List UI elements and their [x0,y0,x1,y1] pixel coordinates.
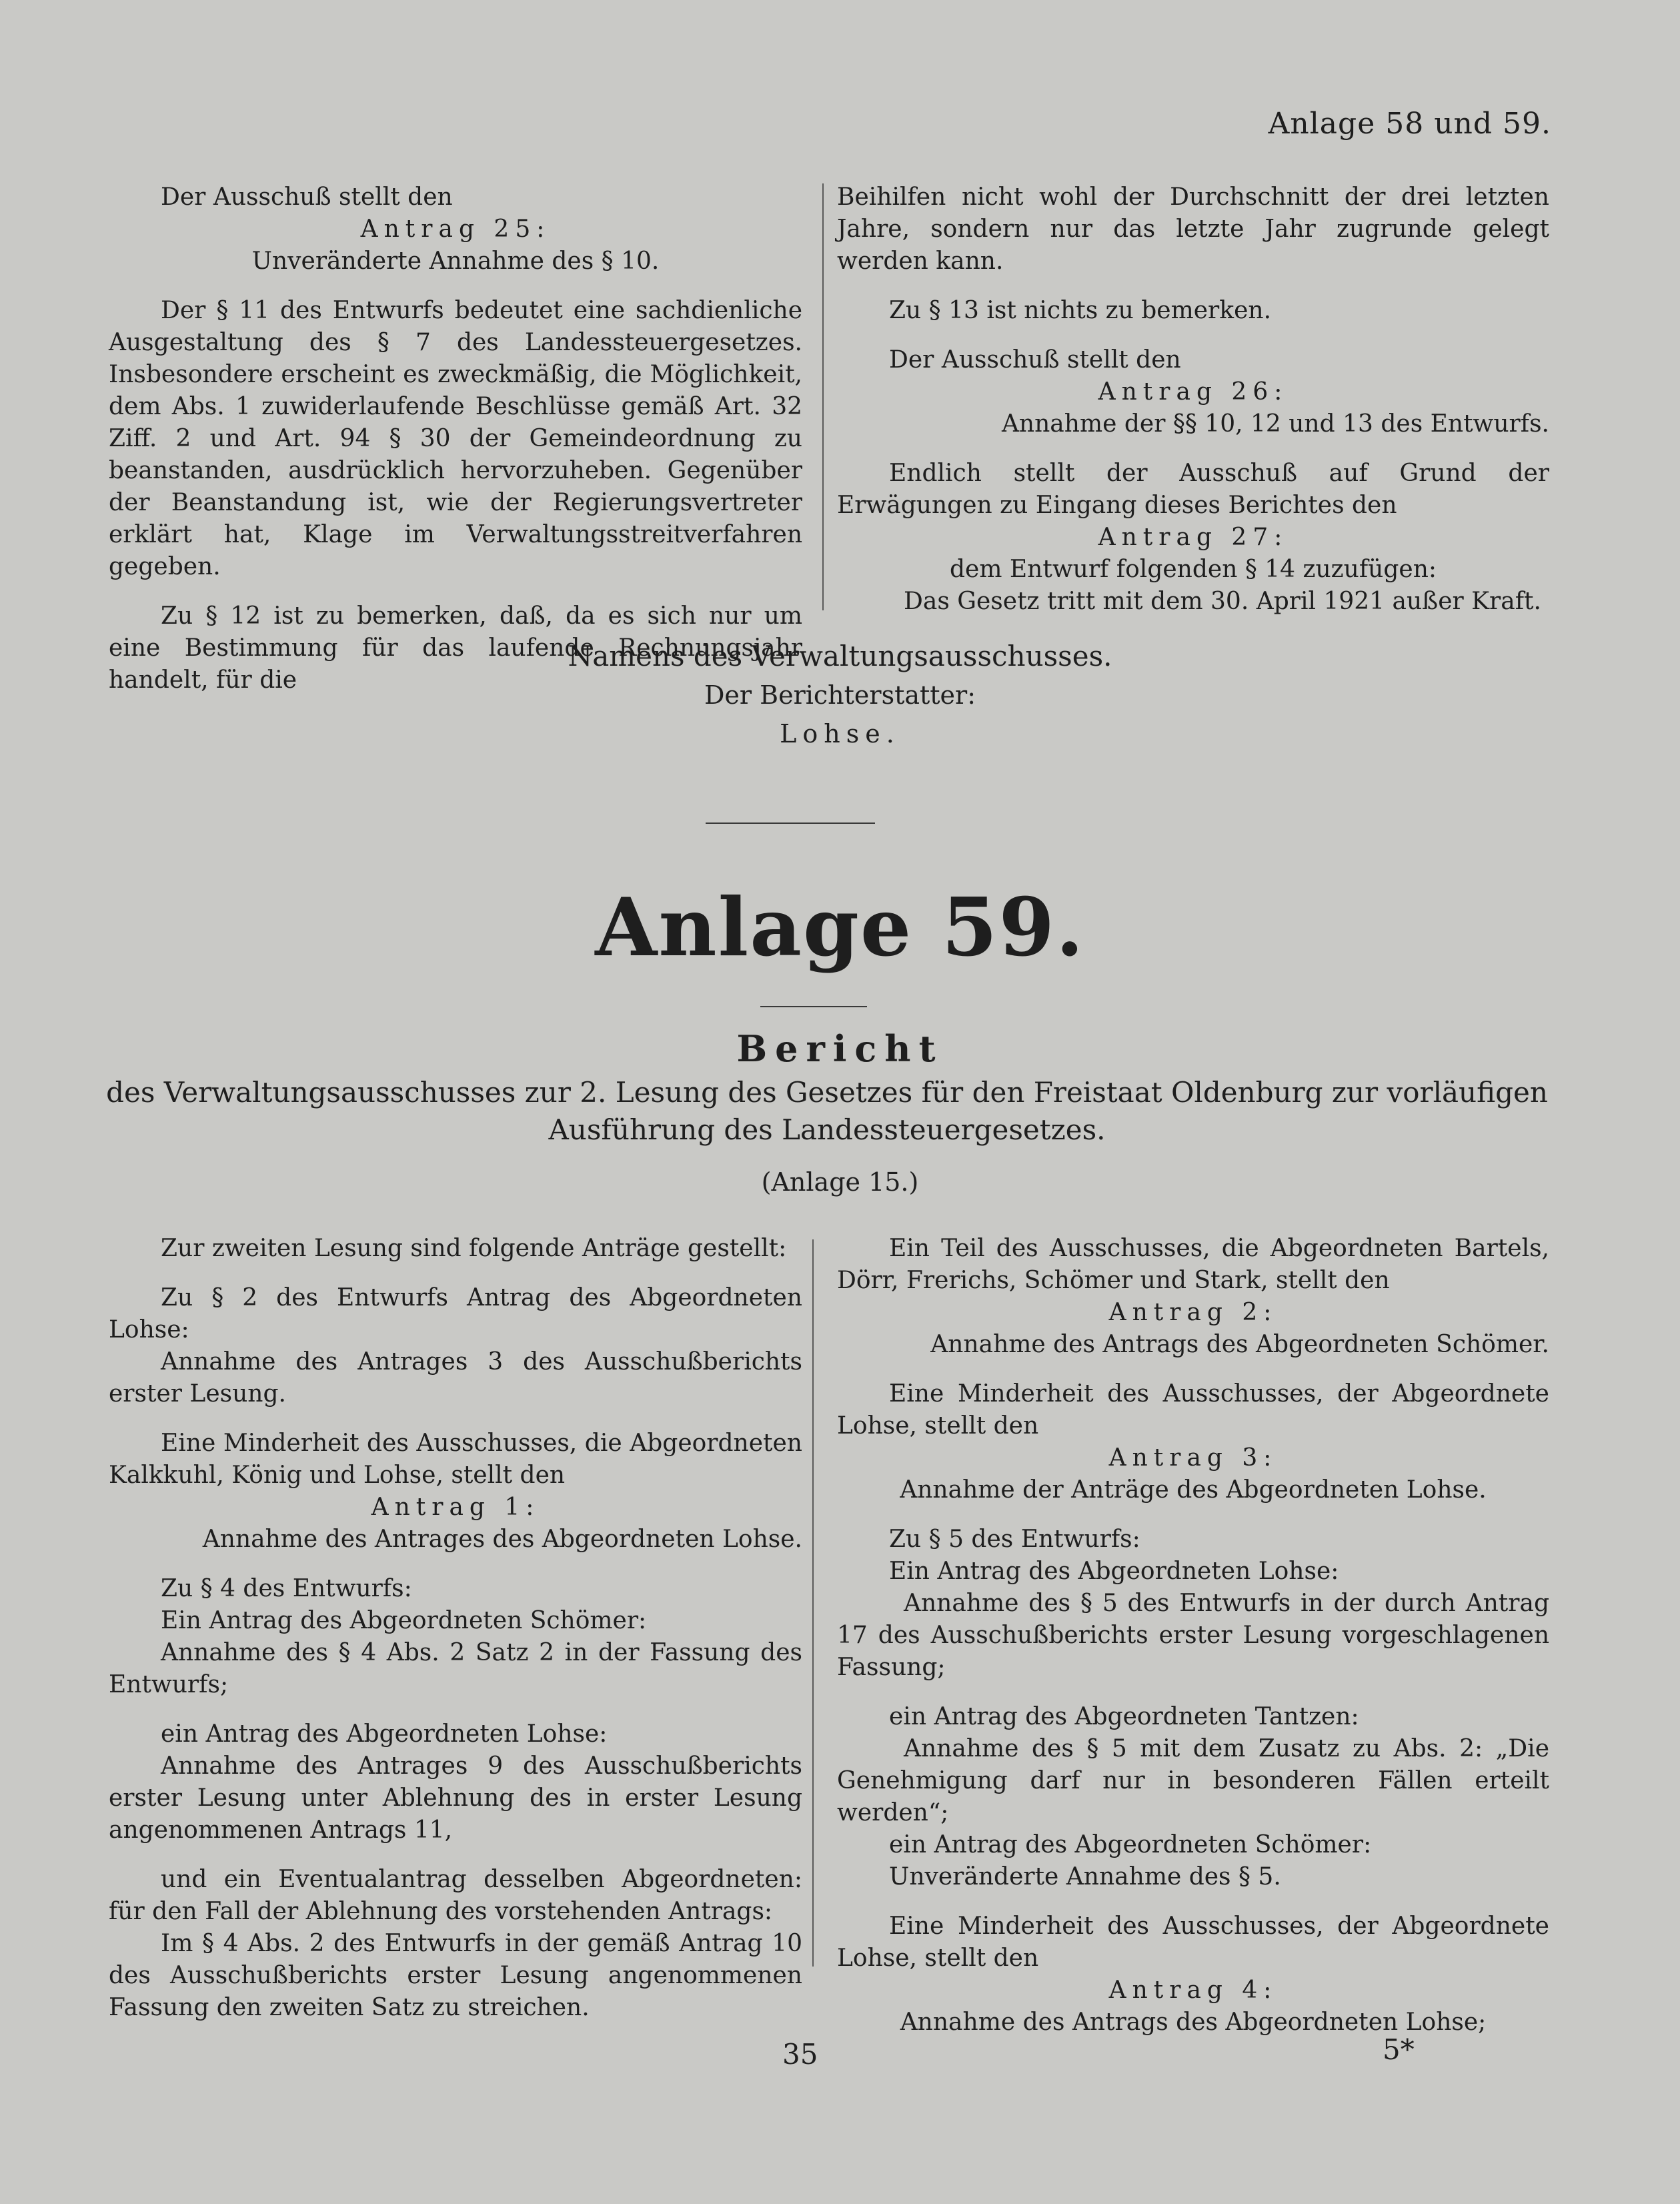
paragraph: Antrag 27: [1098,524,1289,551]
paragraph: Unveränderte Annahme des § 5. [889,1863,1281,1890]
signature-mark: 5* [1383,2033,1415,2066]
signature-committee: Namens des Verwaltungsausschusses. [568,640,1112,672]
paragraph: ein Antrag des Abgeordneten Schömer: [889,1831,1372,1858]
paragraph: Ein Antrag des Abgeordneten Schömer: [161,1607,647,1634]
signature-name: Lohse. [780,719,900,748]
paragraph: Annahme des § 5 mit dem Zusatz zu Abs. 2: „Die Genehmigung darf nur in besonderen Fällen erteilt werden“; [837,1735,1549,1826]
paragraph: ein Antrag des Abgeordneten Lohse: [161,1720,608,1748]
paragraph: und ein Eventualantrag desselben Abgeordneten: für den Fall der Ablehnung des vorstehenden Antrags: [109,1866,802,1925]
paragraph: Endlich stellt der Ausschuß auf Grund der Erwägungen zu Eingang dieses Berichtes den [837,460,1549,519]
running-head: Anlage 58 und 59. [1268,107,1551,141]
paragraph: Beihilfen nicht wohl der Durchschnitt der drei letzten Jahre, sondern nur das letzte Jahr zugrunde gelegt werden kann. [837,183,1549,275]
paragraph: Annahme des Antrages 9 des Ausschußberichts erster Lesung unter Ablehnung des in erster Lesung angenommenen Antrags 11, [109,1752,802,1844]
paragraph: Zu § 13 ist nichts zu bemerken. [889,297,1272,324]
bottom-left-column [109,1233,802,2024]
top-left-column [109,181,802,696]
paragraph: Annahme des § 4 Abs. 2 Satz 2 in der Fassung des Entwurfs; [109,1639,802,1698]
paragraph: dem Entwurf folgenden § 14 zuzufügen: [949,556,1437,583]
paragraph: Der § 11 des Entwurfs bedeutet eine sachdienliche Ausgestaltung des § 7 des Landessteuergesetzes. Insbesondere erscheint es zweckmäßig, die Möglichkeit, dem Abs. 1 zuwiderlaufende Beschlüsse gemäß Art. 32 Ziff. 2 und Art. 94 § 30 der Gemeindeordnung zu beanstanden, ausdrücklich hervorzuheben. Gegenüber der Beanstandung ist, wie der Regierungsvertreter erklärt hat, Klage im Verwaltungsstreitverfahren gegeben. [109,297,802,580]
report-reference: (Anlage 15.) [761,1167,919,1197]
report-title: Bericht [736,1027,944,1070]
paragraph: Antrag 1: [371,1494,540,1521]
column-divider-top [822,183,824,610]
paragraph: Annahme des Antrages 3 des Ausschußberichts erster Lesung. [109,1348,802,1408]
paragraph: Annahme der §§ 10, 12 und 13 des Entwurfs. [1001,410,1549,438]
paragraph: Der Ausschuß stellt den [161,183,453,211]
paragraph: Der Ausschuß stellt den [889,346,1181,374]
paragraph: Eine Minderheit des Ausschusses, der Abgeordnete Lohse, stellt den [837,1380,1549,1440]
signature-role: Der Berichterstatter: [704,680,976,710]
paragraph: Antrag 26: [1098,378,1289,406]
section-title: Anlage 59. [595,881,1085,975]
paragraph: Zu § 12 ist zu bemerken, daß, da es sich nur um eine Bestimmung für das laufende Rechnungsjahr handelt, für die [109,602,802,694]
paragraph: ein Antrag des Abgeordneten Tantzen: [889,1703,1359,1730]
paragraph: Annahme des § 5 des Entwurfs in der durch Antrag 17 des Ausschußberichts erster Lesung vorgeschlagenen Fassung; [837,1590,1549,1681]
page-number: 35 [782,2038,818,2071]
bottom-right-column [837,1233,1549,2039]
paragraph: Zu § 5 des Entwurfs: [889,1526,1140,1553]
paragraph: Eine Minderheit des Ausschusses, die Abgeordneten Kalkkuhl, König und Lohse, stellt den [109,1430,802,1489]
paragraph: Zu § 4 des Entwurfs: [161,1575,412,1602]
section-separator [706,822,875,824]
column-divider-bottom [812,1239,814,1967]
paragraph: Im § 4 Abs. 2 des Entwurfs in der gemäß Antrag 10 des Ausschußberichts erster Lesung angenommenen Fassung den zweiten Satz zu streichen. [109,1930,802,2021]
paragraph: Ein Antrag des Abgeordneten Lohse: [889,1558,1339,1585]
paragraph: Annahme des Antrags des Abgeordneten Lohse; [900,2009,1487,2036]
paragraph: Annahme des Antrags des Abgeordneten Schömer. [930,1331,1549,1358]
paragraph: Eine Minderheit des Ausschusses, der Abgeordnete Lohse, stellt den [837,1912,1549,1972]
paragraph: Zu § 2 des Entwurfs Antrag des Abgeordneten Lohse: [109,1284,802,1343]
paragraph: Unveränderte Annahme des § 10. [251,247,660,275]
paragraph: Annahme des Antrages des Abgeordneten Lohse. [202,1526,802,1553]
paragraph: Antrag 25: [360,215,551,243]
paragraph: Das Gesetz tritt mit dem 30. April 1921 außer Kraft. [904,588,1541,615]
paragraph: Annahme der Anträge des Abgeordneten Lohse. [900,1476,1487,1504]
paragraph: Antrag 3: [1108,1444,1278,1472]
paragraph: Zur zweiten Lesung sind folgende Anträge gestellt: [161,1235,787,1262]
paragraph: Antrag 4: [1108,1977,1278,2004]
report-intro: des Verwaltungsausschusses zur 2. Lesung des Gesetzes für den Freistaat Oldenburg zur vorläufigen Ausführung des Landessteuergesetzes. [106,1076,1548,1146]
paragraph: Antrag 2: [1108,1299,1278,1326]
title-underline [760,1006,867,1007]
signature-block [0,637,1680,753]
top-right-column [837,181,1549,618]
paragraph: Ein Teil des Ausschusses, die Abgeordneten Bartels, Dörr, Frerichs, Schömer und Stark, stellt den [837,1235,1549,1294]
